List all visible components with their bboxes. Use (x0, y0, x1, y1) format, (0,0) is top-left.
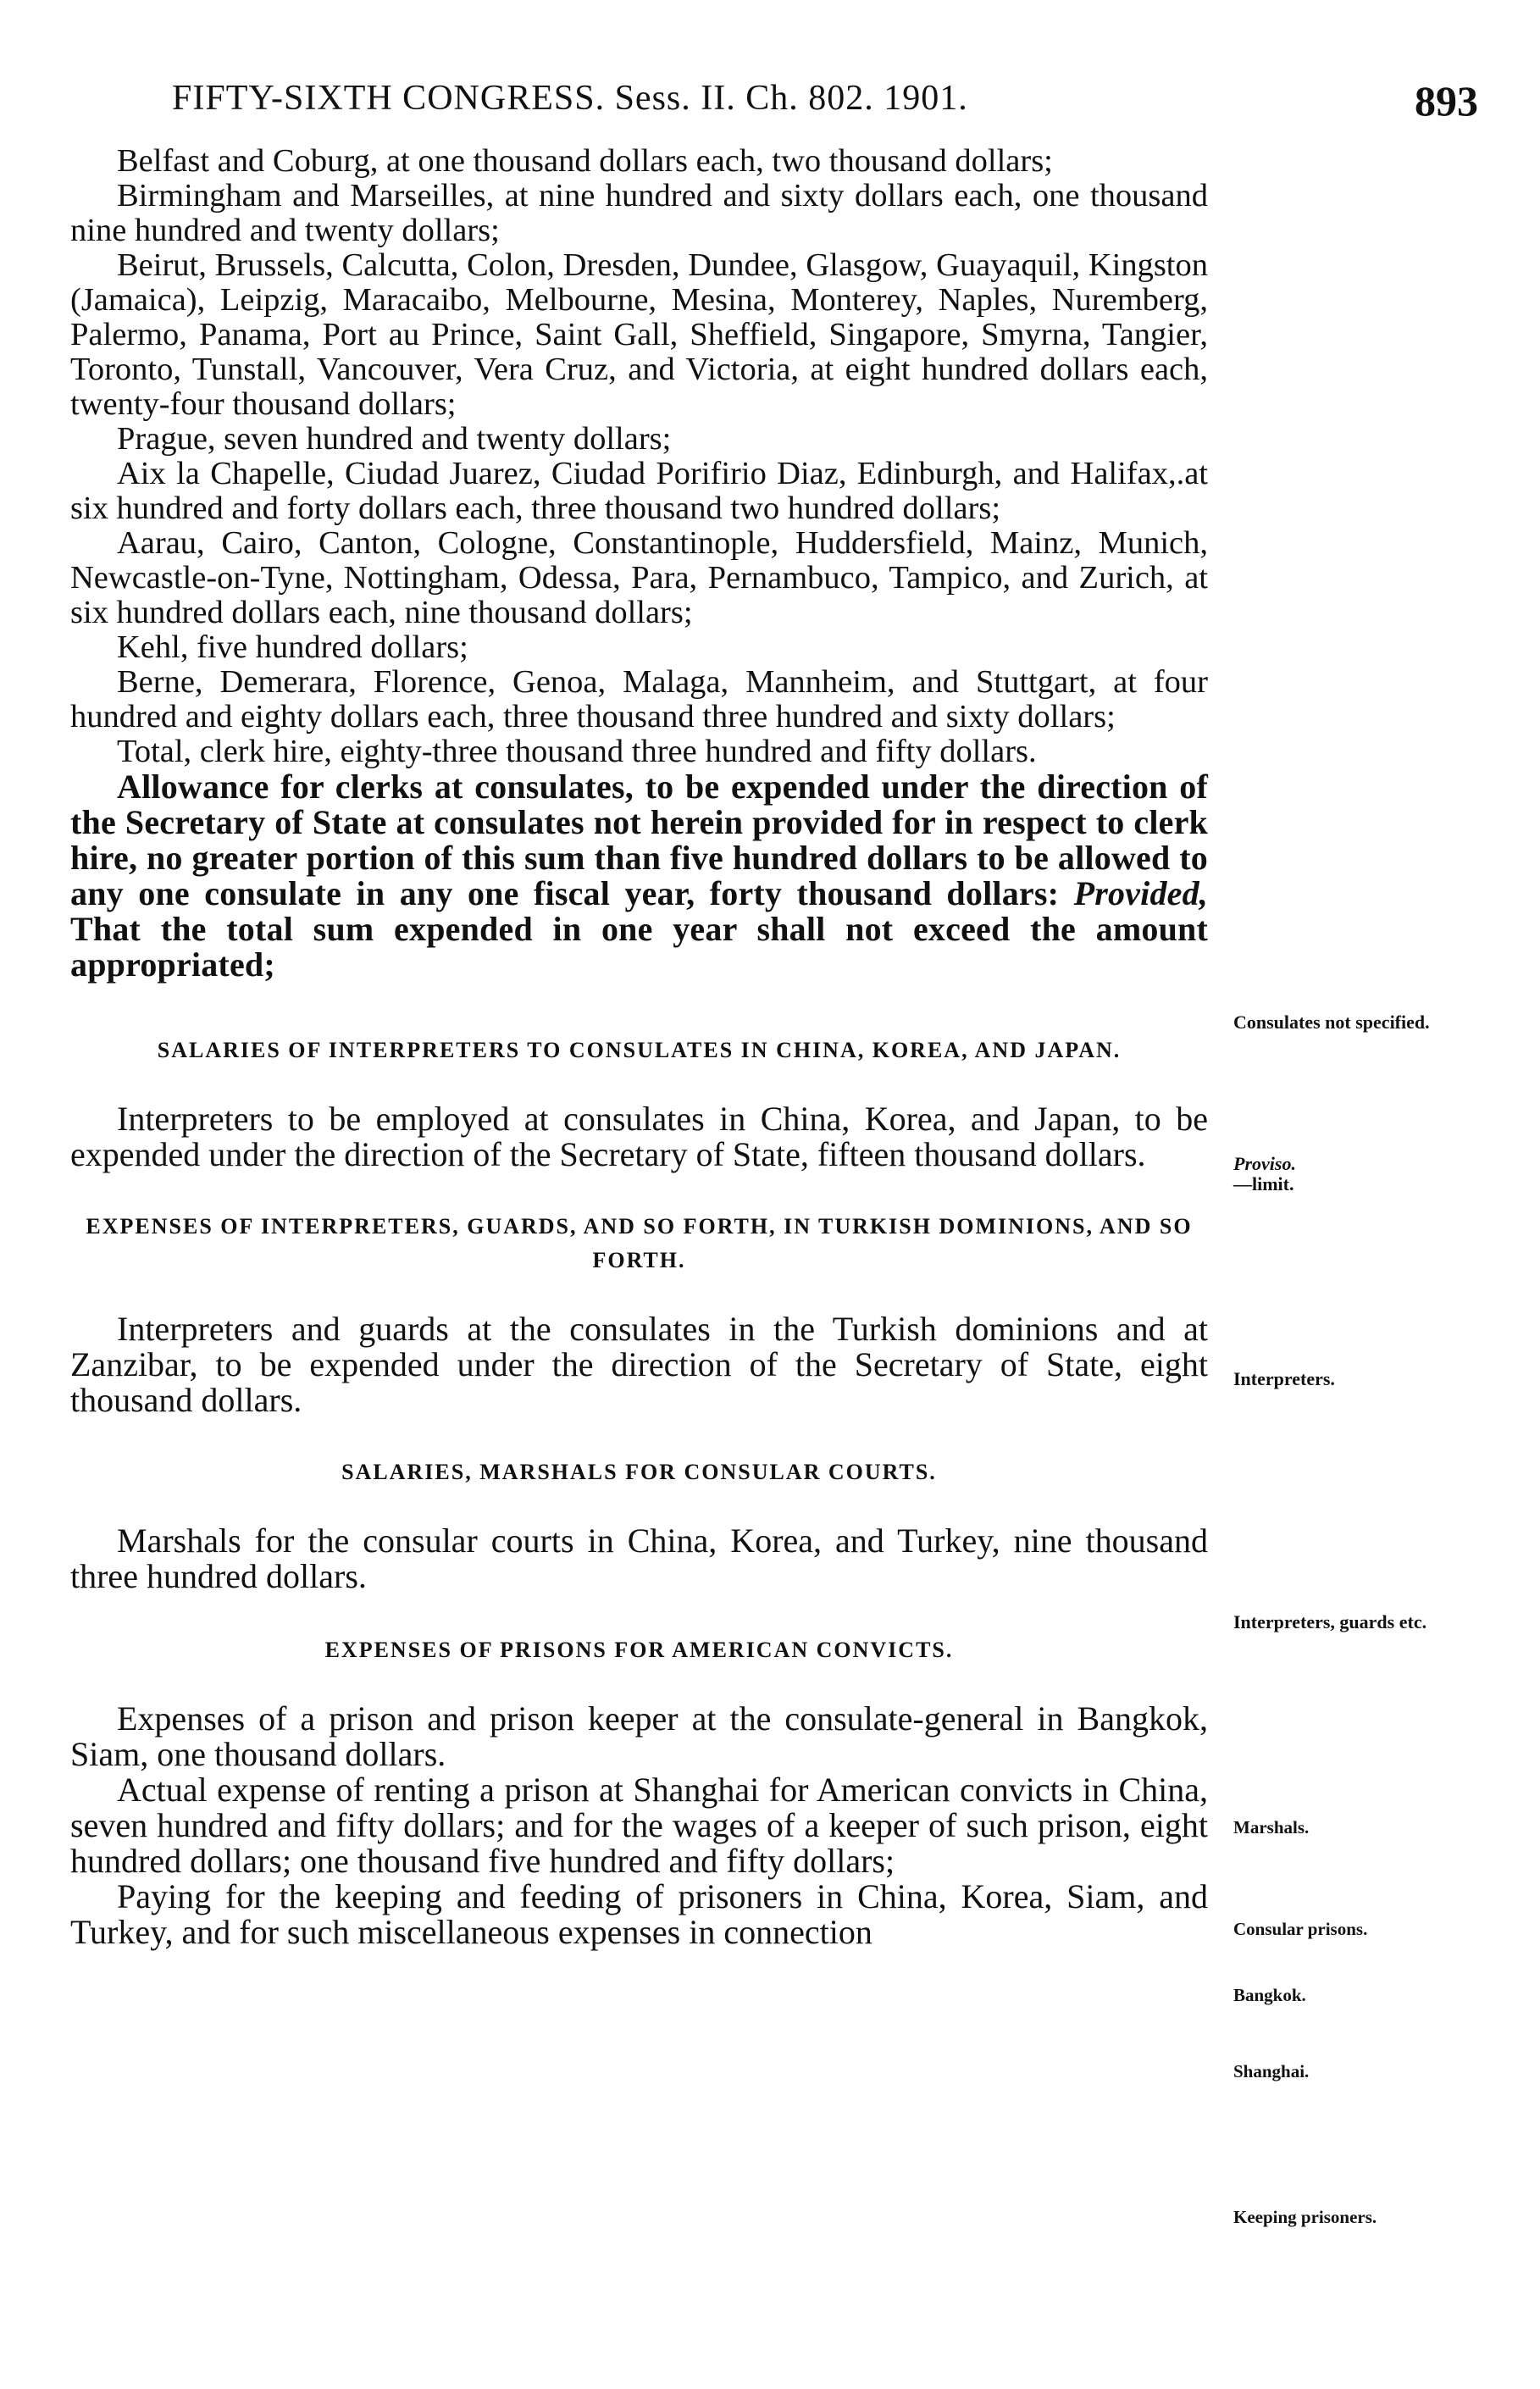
margin-notes (1233, 0, 1538, 2389)
paragraph-bangkok-prison: Expenses of a prison and prison keeper at the consulate-general in Bangkok, Siam, one thousand dollars. (70, 1699, 1208, 1773)
heading-prisons: EXPENSES OF PRISONS FOR AMERICAN CONVICTS. (324, 1638, 954, 1662)
margin-note-consular-prisons: Consular prisons. (1233, 1919, 1368, 1939)
margin-note-keeping-prisoners: Keeping prisoners. (1233, 2207, 1377, 2227)
margin-note-interpreters-guards: Interpreters, guards etc. (1233, 1611, 1427, 1632)
running-title: FIFTY-SIXTH CONGRESS. Sess. II. Ch. 802. 1901. (172, 79, 968, 118)
paragraph-allowance (70, 769, 1208, 983)
paragraph-total-clerk-hire: Total, clerk hire, eighty-three thousand three hundred and fifty dollars. (117, 734, 1037, 769)
paragraph-aix-la-chapelle: Aix la Chapelle, Ciudad Juarez, Ciudad Porifirio Diaz, Edinburgh, and Halifax,.at six hundred and forty dollars each, three thousand two hundred dollars; (70, 456, 1208, 526)
page-number: 893 (1415, 77, 1478, 125)
body-text (70, 144, 1208, 1950)
paragraph-prague: Prague, seven hundred and twenty dollars; (117, 421, 672, 457)
paragraph-turkish-dominions: Interpreters and guards at the consulates in the Turkish dominions and at Zanzibar, to be expended under the direction of the Secretary of State, eight thousand dollars. (70, 1310, 1208, 1419)
margin-note-proviso (1233, 1154, 1445, 1194)
margin-note-consulates: Consulates not specified. (1233, 1012, 1430, 1033)
allowance-text-after: That the total sum expended in one year shall not exceed the amount appropriated; (70, 910, 1208, 984)
paragraph-marshals: Marshals for the consular courts in China, Korea, and Turkey, nine thousand three hundred dollars. (70, 1522, 1208, 1595)
paragraph-interpreters: Interpreters to be employed at consulates in China, Korea, and Japan, to be expended under the direction of the Secretary of State, fifteen thousand dollars. (70, 1100, 1208, 1173)
paragraph-birmingham: Birmingham and Marseilles, at nine hundred and sixty dollars each, one thousand nine hundred and twenty dollars; (70, 178, 1208, 248)
paragraph-keeping-prisoners: Paying for the keeping and feeding of prisoners in China, Korea, Siam, and Turkey, and for such miscellaneous expenses in connection (70, 1877, 1208, 1951)
paragraph-berne: Berne, Demerara, Florence, Genoa, Malaga, Mannheim, and Stuttgart, at four hundred and eighty dollars each, three thousand three hundred and sixty dollars; (70, 664, 1208, 734)
heading-turkish-dominions: EXPENSES OF INTERPRETERS, GUARDS, AND SO FORTH, IN TURKISH DOMINIONS, AND SO FORTH. (86, 1214, 1193, 1272)
paragraph-beirut: Beirut, Brussels, Calcutta, Colon, Dresden, Dundee, Glasgow, Guayaquil, Kingston (Jamaica), Leipzig, Maracaibo, Melbourne, Mesina, Monterey, Naples, Nuremberg, Palermo, Panama, Port au Prince, Saint Gall, Sheffield, Singapore, Smyrna, Tangier, Toronto, Tunstall, Vancouver, Vera Cruz, and Victoria, at eight hundred dollars each, twenty-four thousand dollars; (70, 247, 1208, 422)
margin-note-limit: —limit. (1233, 1173, 1294, 1194)
margin-note-interpreters: Interpreters. (1233, 1368, 1335, 1389)
heading-interpreters-salaries: SALARIES OF INTERPRETERS TO CONSULATES IN CHINA, KOREA, AND JAPAN. (157, 1038, 1122, 1062)
paragraph-kehl: Kehl, five hundred dollars; (117, 629, 468, 665)
paragraph-shanghai-prison: Actual expense of renting a prison at Shanghai for American convicts in China, seven hundred and fifty dollars; and for the wages of a keeper of such prison, eight hundred dollars; one thousand five hundred and fifty dollars; (70, 1771, 1208, 1880)
proviso-word: Provided, (1073, 874, 1208, 912)
paragraph-aarau: Aarau, Cairo, Canton, Cologne, Constantinople, Huddersfield, Mainz, Munich, Newcastle-on-Tyne, Nottingham, Odessa, Para, Pernambuco, Tampico, and Zurich, at six hundred dollars each, nine thousand dollars; (70, 525, 1208, 630)
heading-marshals: SALARIES, MARSHALS FOR CONSULAR COURTS. (341, 1460, 937, 1484)
margin-note-shanghai: Shanghai. (1233, 2061, 1310, 2081)
margin-note-proviso-label: Proviso. (1233, 1153, 1296, 1174)
paragraph-belfast: Belfast and Coburg, at one thousand dollars each, two thousand dollars; (117, 143, 1053, 179)
allowance-text: Allowance for clerks at consulates, to be expended under the direction of the Secretary of State at consulates not herein provided for in respect to clerk hire, no greater portion of this sum than five hundred dollars to be allowed to any one consulate in any one fiscal year, forty thousand dollars: (70, 768, 1208, 912)
margin-note-marshals: Marshals. (1233, 1817, 1310, 1837)
margin-note-bangkok: Bangkok. (1233, 1985, 1306, 2005)
